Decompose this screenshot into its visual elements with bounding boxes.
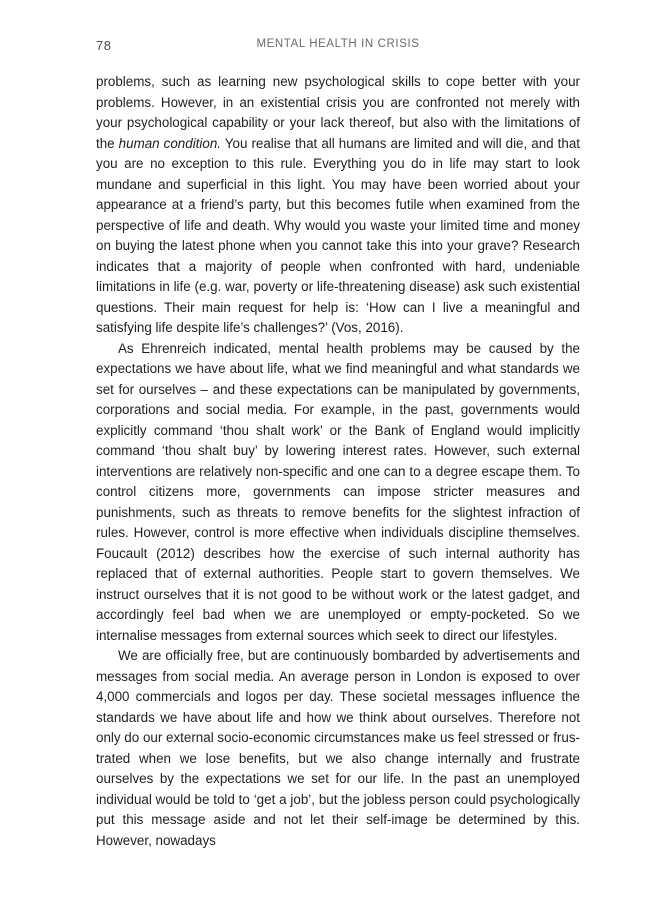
paragraph-text: You realise that all humans are limited and will die, and that you are no exception to this rule. Everything you do in life may start to look mundane and superficial in this light. You may have been worried about your appearance at a friend’s party, but this becomes futile when examined from the perspective of life and death. Why would you waste your limited time and money on buying the latest phone when you cannot take this into your grave? Research indicates that a majority of people when confronted with hard, undeniable limitations in life (e.g. war, poverty or life-threatening disease) ask such existential questions. Their main request for help is: ‘How can I live a meaningful and satisfying life despite life’s challenges?’ (Vos, 2016). [96,135,580,335]
paragraph-officially-free: We are officially free, but are continuously bombarded by advertisements and messages from social media. An average person in London is exposed to over 4,000 commercials and logos per day. These societal messages influence the standards we have about life and how we think about ourselves. Therefore not only do our external socio-economic circumstances make us feel stressed or frustrated when we lose benefits, but we also change internally and frustrate ourselves by the expectations we set for our life. In the past an unemployed individual would be told to ‘get a job’, but the jobless person could psychologically put this message aside and not let their self-image be determined by this. However, nowadays [96,648,580,848]
running-head [96,38,580,58]
italic-phrase: human condition. [118,135,221,151]
page-number: 78 [96,38,112,53]
body-text [96,72,580,851]
paragraph-text: problems, such as learning new psychological skills to cope better with your problems. However, in an existential crisis you are confronted not merely with your psychological capability or your lack thereof, but also with the limitations of the [96,74,580,151]
running-title: MENTAL HEALTH IN CRISIS [256,38,420,50]
paragraph-ehrenreich: As Ehrenreich indicated, mental health problems may be caused by the expectations we have about life, what we find meaningful and what standards we set for ourselves – and these expectations can be manipulated by governments, corporations and social media. For example, in the past, governments would explicitly command ‘thou shalt work’ or the Bank of England would implicitly command ‘thou shalt buy’ by lowering interest rates. However, such external interventions are relatively non-specific and one can to a degree escape them. To control citizens more, governments can impose stricter measures and punishments, such as threats to remove benefits for the slightest infraction of rules. However, control is more effective when individuals discipline themselves. Foucault (2012) describes how the exercise of such internal authority has replaced that of external authorities. People start to govern themselves. We instruct ourselves that it is not good to be without work or the latest gadget, and accordingly feel bad when we are unemployed or empty-pocketed. So we internalise messages from external sources which seek to direct our lifestyles. [96,340,580,643]
paragraph-continued [96,72,580,339]
